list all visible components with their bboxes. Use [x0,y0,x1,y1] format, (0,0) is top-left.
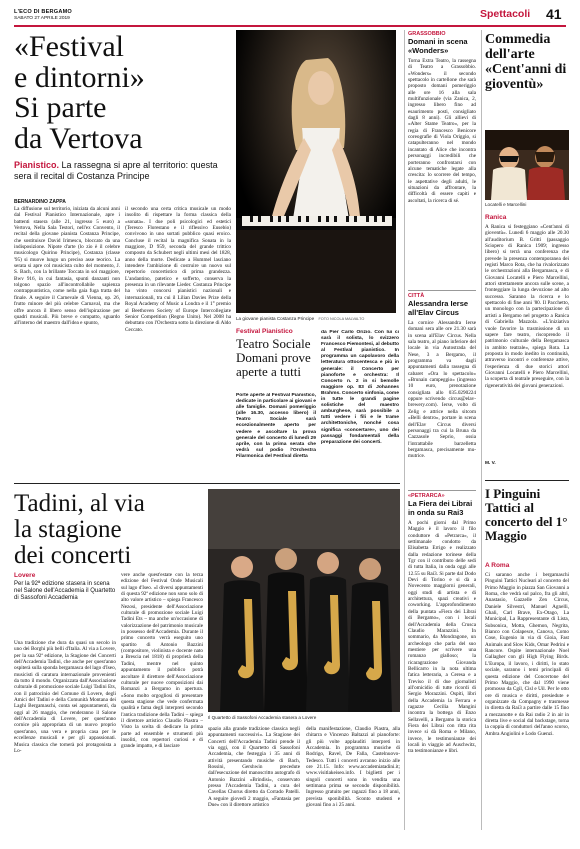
main-kicker: Pianistico. [14,160,60,170]
headline-line: la stagione [14,516,122,543]
tadini-kicker: Lovere [14,572,36,579]
pianist-illustration [236,30,396,313]
main-headline [14,32,234,154]
pinguini-text: Ci saranno anche i bergamaschi Pinguini Tattici Nucleari al concerto del Primo Maggio in piazza San Giovanni a Roma, che vedrà sul palco, fra gli altri, Anastasio, Gazzelle Zen Circus, Daniele Silvestri, Manuel Agnelli, Ghali, Carl Brave, Ex-Otago, La Municipal, La Rappresentante di Lista, Subsonica, Motta, Ghemon, Negrita, Bianco con Colapesce, Canova, Como Cose, Eugenio in via di Gioia, Fast Animals and Slow Kids, Omar Pedrini e Rancore. Ospite internazionale Noel Gallagher con gli High Flying Birds. L'Europa, il lavoro, i diritti, lo stato sociale, saranno i temi principali di questa edizione del Concertone del Primo Maggio, che dal 1990 viene promosso da Cgil, Cisl e Uil. Per le otto ore di musica e diritti, presiedute e organizzate da Compagny e trasmesse in diretta da Rai3 a partire dalle 15 fino a mezzanotte e da Rai radio 2 in air in diretta live e social dal backstage, torna la coppia di conduttori dell'anno scorso, Ambra Angiolini e Lodo Guenzi. [485,572,569,737]
main-standfirst [14,160,234,182]
section-title: Spettacoli [480,8,531,20]
main-col2: il secondo una certa critica musicale un modo insolito di rispettare la forma classica della «sonata». I due poli psicologici ed estetici (Teresco Florestano e il riflessivo Eusebio) convivono in uno sortati pubblico quasi eroico. Concluse il recital la magnifica Sonata in la maggiore, D 959, seconda del grande trittico composto da Schubert negli ultimi mesi del 1828, anno della morte. Dedicate a Hummel lasciano intendere l'ambizione di costruire un nuovo sul repertorio concertistico di prima grandezza. L'andantino, patetico e sofferto, conserva la presenza in un rilevante Lieder. Costanza Principe ha vinto concorsi pianistici nazionali e internazionali, tra cui il Lilian Davies Prize della Royal Academy of Music a Londra e il 1° premio al Beethoven Society of Europe Intercollegiate Senior Competition (Regno Unito). Nel 2008 ha debuttato con l'Orchestra sotto la direzione di Aldo Ceccato. [125,206,231,333]
section-divider [14,483,400,484]
commedia-caption: Locatelli e Marcellini [485,202,527,207]
tadini-standfirst: Per la 92ª edizione stasera in scena nel Salone dell'Accademia il Quartetto di Sassofoni Accademia [14,581,116,601]
grassobbio-text: Torna Extra Teatro, la rassegna di Teatro a Grassobbio. «Wonders» il secondo spettacolo in cartellone che sarà proposto domani pomeriggio alle ore 16 alla sala multifunzionale (via Zanica, 2, ingresso libero fino ad esaurimento posti, consigliato dagli 8 anni). Gli allievi di «Alter Stame Teatro», per la regia di Francesco Benicore coreografie di Viola Origgio, si catapulteranno nel mondo incantato di Alice che incontra personaggi incredibili che porteranno confrontarsi con alcune tematiche legate alla crescita: lo scorrere del tempo, le aspettative degli adulti, le situazioni da affrontare, la difficoltà di essere capiti e ascoltati, la ricerca di sé. [408,58,476,204]
quartet-caption: Il Quartetto di Sassofoni Accademia stasera a Lovere [208,715,317,720]
headline-line: Si parte [14,91,107,124]
pinguini-headline: I Pinguini Tattici al concerto del 1° Maggio [485,486,568,543]
quartet-photo [208,489,400,712]
headline-line: Tadini, al via [14,490,145,517]
citta-headline: Alessandra Ierse all'Elav Circus [408,299,469,317]
tadini-col4: della manifestazione, Claudio Piastra, alla chitarra e Vincenzo Baltazzi al pianoforte: gli più volte applauditi interpreti in Accademia. In programma musiche di Rodrigo, Ravel, De Falla, Castelnuovo-Tedesco. Tutti i concerti avranno inizio alle ore 21.15. Info: www.accademiatadini.it; www.visitlakeiseo.info. I biglietti per i singoli concerti sono in vendita una settimana prima se secondo disponibilità. Ingresso gratuito per ragazzi fino a 18 anni, prevista sponibilità. Sconto studenti e giovani fino a i 25 anni. [306,726,400,809]
header-rule [14,25,566,27]
column-divider [404,30,405,830]
masthead [14,9,72,21]
ranica-kicker: Ranica [485,214,507,221]
headline-line: da Vertova [14,121,143,155]
newspaper-name: L'ECO DI BERGAMO [14,9,72,15]
column-divider [481,30,482,830]
section-divider [485,480,569,481]
caption-text: La giovane pianista Costanza Principe [236,316,315,321]
headline-line: dei concerti [14,542,132,569]
tadini-col1: Una tradizione che dura da quasi un secolo in uno dei Borghi più belli d'Italia. Al via a Lovere, per la sua 92ª edizione, la Stagione dei Concerti dell'Accademia Tadini, che anche per quest'anno ospiterà sulla sponda bergamasca del lago d'Iseo, musicisti di caratura internazionale provenienti da tutto il mondo. Organizzata dall'Associazione culturale di promozione sociale Luigi Tadini Ets, con il patrocinio del Comune di Lovere, degli Amici del Tadini e della Comunità Montana dei Laghi Bergamaschi, conta sei appuntamenti, da oggi al 26 maggio, che renderanno il Salone dell'Accademia di Lovere, per quest'anno cornice più appropriata di un nuovo proprio quest'anno, una vera e propria casa per le eccellenze musicali e per gli appassionati. Musica classica che tornerà poi protagonista a Lo- [14,640,116,754]
standfirst-text: La rassegna si apre al territorio: questa sera il recital di Costanza Principe [14,160,218,181]
commedia-text: A Ranica si festeggiano «Cent'anni di gioventù». Lunedì 6 maggio alle 20.30 all'auditorium B. Gritti (passaggio Sciopero di Ranica 1909; ingresso libero) si terrà una conferenza che prevede la presenza contemporanea dei registi Marco Rota, che ha rivalorizzato le orchestrazioni alla Bergamasca, e di Giovanni Locatelli e Piero Marcellini, attori strettamente ancora sulle scene, a fronteggiare la lunga devozione ad alto successo. Saranno la ricerca e lo spettacolo di fine anni '80. Il Pacchetto, un monologo con la partecipazione di artisti a Bergamo nel progetto a Ranica di Gabriella Mazzola. «L'iniziativa vuole favorire la trasmissione di un sapere fare teatro, riscoprendo il patrimonio culturale della Bergamasca in ambito teatrale», spiega Rota. La proposta in modo inedito in continuità, attraverso incontri e conferenze attive, l'esperienza di due storici attori Giovanni Locatelli e Piero Marcellini, la scoperta di teatrale preseguire, con la rigeneratività dei giovani generazioni. [485,224,569,389]
petrarca-kicker: «PETRARCA» [408,493,445,499]
page-number: 41 [546,6,562,22]
pianist-caption [236,316,396,321]
petrarca-headline: La Fiera dei Librai in onda su Rai3 [408,499,473,517]
saxophone-quartet-illustration [208,489,400,712]
citta-kicker: CITTÀ [408,293,425,299]
tadini-headline [14,491,214,569]
main-byline: BERNARDINO ZAPPA [14,199,66,205]
section-divider [408,490,476,491]
main-col1: La diffusione sul territorio, iniziata da alcuni anni dal Festival Pianistico Internazionale, apre i battenti stasera (alle 21, ingresso 5 euro) a Vertova, Nella Sala Testori, nell'ex Convento, il recital della giovane pianista Costanza Principe, che sostituisce David Irimescu, bloccato da una indisposizione. Nipote d'arte (lo zio è il celebre musicologo Quirino Principe), Costanza (classe '95) si muove lungo un preciso asse teorico. La serata si apre col musicista culto del momento, J. S. Bach, con la brillante Toccata in sol maggiore, Bwv 916, in cui fantasia, spunti danzanti non tolgono spazio all'incontrollabile sapienza contrappuntistica, come nella gaia fuga tratta del finale. A seguire il Carnevale di Vienna, op. 26, frutto minore del più celebre Carnaval, ma che offre ancora il libero senso dell'ispirazione per quadri musicali. Più breve e compatto, sguardo all'interno del maestro dall'idea e spunto, [14,206,120,327]
teatro-kicker: Festival Pianistico [236,328,293,335]
petrarca-text: A pochi giorni dal Primo Maggio è il lavoro il filo conduttore di «Petrarca», il settimanale condotto da Elisabetta Errigo e realizzato dalla redazione torinese della Tgr con il contributo delle sedi di tutta Italia, in onda oggi alle 12.55 su Rai3. Si parte dal Dodo Devi di Torino e si dà a Novecento maggiorni generali, oggi studi di artista e di architettura, spazi creativi e coworking. L'approfondimento della puntata «Fiera dei Librai di Bergamo», con i locali dell'Accademia della Crusca Claudio Marazzini. In sommario, da Mondragone, un archeologo che parla del suo mestiere per scrivere una romanzo gialloso; la ricaragrazione Giovanda Bellicarro in la nota ultima fatica letteraria, a Ceresa e a Treviso il di due giornalisti all'omicidio di tutte ricordi di Sergio Morazzini. Ospiti, libri della Accademia la Ferrara e ragazze Cecilia Mangini incontra la bottega di Enzo Sellavelli, a Bergamo la storica Fiera dei Librai con ritta rita invece si dà Roma e Milano, invece, le testimonianze dei locali in viaggio ad Auschwitz, tra testimonianze e libri. [408,520,476,755]
tadini-col3: spazio alla grande tradizione classica negli appuntamenti successivi». La Stagione dei Concerti dell'Accademia Tadini prende il via oggi, con il Quartetto di Sassofoni Accademia, che festeggia i 35 anni di attività presentando musiche di Bach, Rossini, Gershwin precedute dall'esecuzione del manoscritto autografo di Antonio Bazzini «Brindisi», conservato presso l'Accademia Tadini, a cura del Cavellas Chorus diretto da Corrado Patelli. A seguire giovedì 2 maggio, «Fantasia per Due» con il direttore artistico [208,726,300,809]
masked-actors-illustration [485,130,569,200]
photo-credit: FOTO NICOLA MALVALTO [318,317,365,321]
commedia-photo [485,130,569,200]
section-divider [408,290,476,291]
tadini-col2: vere anche quest'estate con la terza edizione del Festival Onde Musicali sul lago d'Iseo. «I diversi appuntamenti di questa 92ª edizione non sono solo di alto valore artistico – spiega Francesco Nezosi, presidente dell'Associazione culturale di promozione sociale Luigi Tadini Ets – ma anche un'occasione di valorizzazione del patrimonio musicale in possesso dell'Accademia. Durante il primo concerto verrà eseguito uno spartito di Antonio Bazzini (compositore, violinista e docente nato a Brescia nel 1818) di proprietà della Tadini, mentre nel quinto appuntamento il pubblico potrà ascoltare il direttore dell'Associazione culturale per nuove composizioni dai Romanzi a Bergamo in apertura. «Sono molto orgogliosi di presentare questa stagione che vede confermata qualità e fama degli interpreti secondo l'antica tradizione della Tadini – spiega il direttore artistico Claudio Piastra – Visto la scelta di dedicare la prima parte ad ensemble e strumenti più insoliti, con repertori curiosi e di grande impatto, e di lasciare [121,572,203,750]
teatro-col1: Porte aperte al Festival Pianistico, dedicate in particolare ai giovani e alle famiglie. Domani pomeriggio (alle 16.30, accesso libero) il Teatro Sociale sarà eccezionalmente aperto per vedere e ascoltare la prova generale del concerto di lunedì 29 aprile, con la prima serata che vedrà sul podio l'Orchestra Filarmonica del Festival diretta [236,393,316,459]
grassobbio-headline: Domani in scena «Wonders» [408,37,468,55]
teatro-col2: da Pier Carlo Orizio. Con lui ci sarà il solista, lo svizzero Francesco Piemontesi, al debutto al Festival pianistico. In programma un capolavoro della letteratura ottocentesca e più in generale: il Concerto per pianoforte e orchestra: Il Concerto n. 2 in si bemolle maggiore op. 83 di Johannes Brahms. Concerto sinfonia, come in tutte le grandi pagine solistiche del maestro amburghese, sarà possibile a tutti vedere i fili e le trame architettoniche, nonché cosa significa «concertare», uno dei passaggi fondamentali della preparazione dei concerti. [321,330,399,445]
teatro-headline: Teatro Sociale Domani prove aperte a tutti [236,336,311,379]
headline-line: «Festival [14,30,124,63]
commedia-byline: M. V. [485,461,496,466]
headline-line: e dintorni» [14,60,145,94]
commedia-headline: Commedia dell'arte «Cent'anni di gioventù» [485,32,567,92]
grassobbio-kicker: GRASSOBBIO [408,31,446,37]
citta-text: La cornice Alessandra Ierse domani sera alle ore 21.30 sarà in scena all'Elav Circus. Nella sala teatro, al piano inferiore del locale in via Autostrada del Nese, 3 a Bergamo, il programma va dagli appuntamenti dalla rassegna di cabaret «Ora lo spettacolo» «Brunain campeggio» (ingresso 10 euro, prenotazione consigliata allo 035.0290224 oppure scrivendo circus@elav-brewery.com). Ierse, volto di Zelig e attrice nella sitcom «Belli dentro», portare in scena dell'Elav Circus diversi personaggi tra cui la Bruna da Cazzasole Seprio, ossia l'intrattabile barzelletta bergamasca, precisamente mu-mutrice. [408,320,476,460]
pianist-photo [236,30,396,313]
pinguini-kicker: A Roma [485,562,510,569]
issue-date: SABATO 27 APRILE 2019 [14,16,70,21]
